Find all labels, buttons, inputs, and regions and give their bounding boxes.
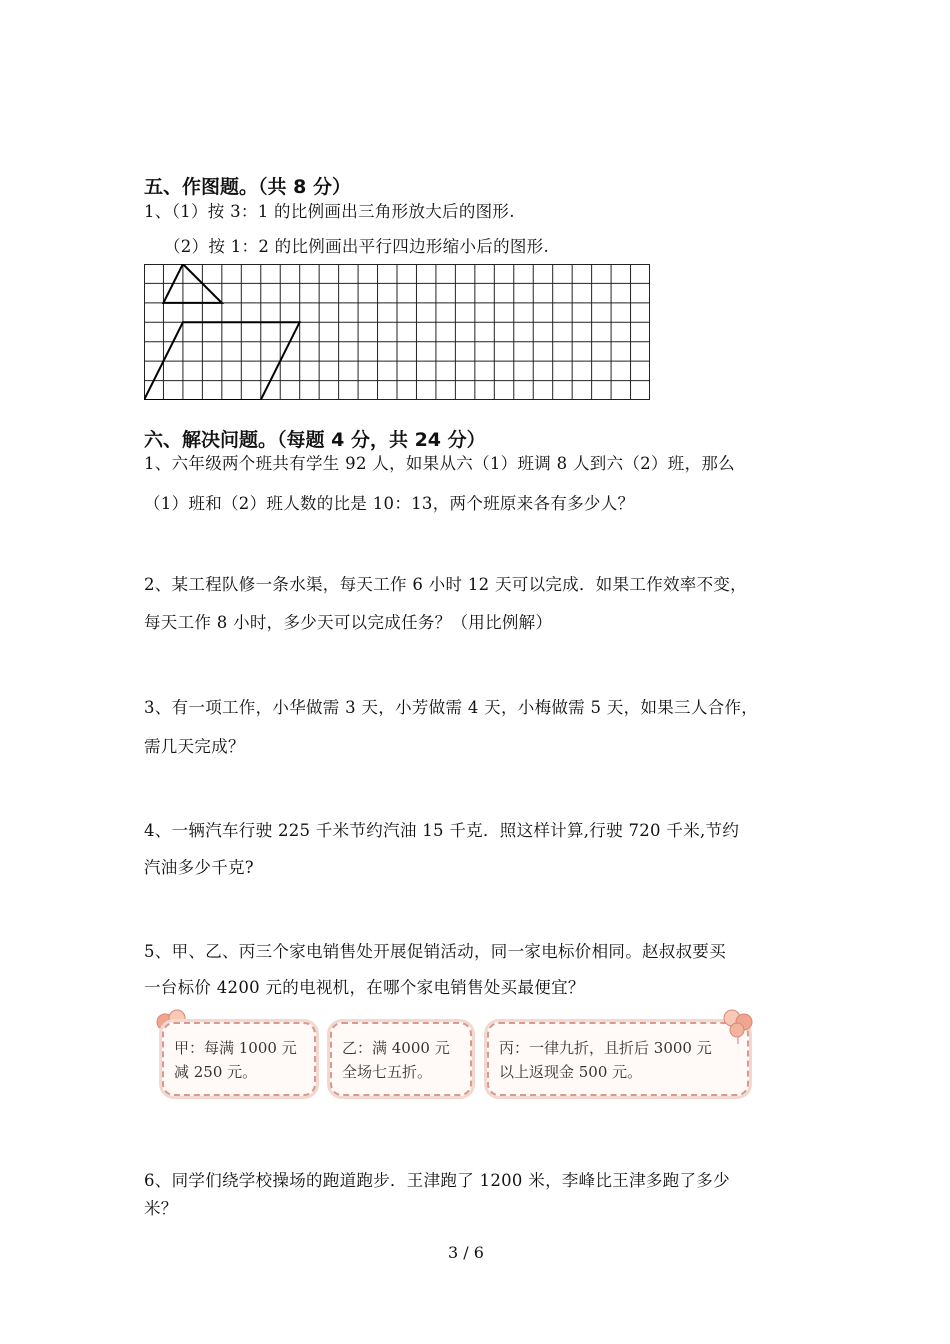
section6-title: 六、解决问题。（每题 4 分，共 24 分）	[144, 429, 486, 451]
grid-svg	[144, 264, 650, 400]
q1-line2: （1）班和（2）班人数的比是 10：13，两个班原来各有多少人？	[144, 494, 635, 513]
promo-yi-line1: 乙：满 4000 元	[342, 1039, 450, 1057]
promo-box-bing	[487, 1022, 749, 1096]
promo-bing-line1: 丙：一律九折，且折后 3000 元	[499, 1039, 712, 1057]
q6-line1: 6、同学们绕学校操场的跑道跑步．王津跑了 1200 米，李峰比王津多跑了多少	[144, 1171, 730, 1190]
q3-line2: 需几天完成？	[144, 737, 245, 756]
q5-line2: 一台标价 4200 元的电视机，在哪个家电销售处买最便宜？	[144, 978, 585, 997]
q2-line1: 2、某工程队修一条水渠，每天工作 6 小时 12 天可以完成．如果工作效率不变，	[144, 575, 747, 594]
promo-jia-line2: 减 250 元。	[174, 1063, 258, 1081]
promo-box-yi	[330, 1022, 472, 1096]
q6-line2: 米？	[144, 1199, 178, 1218]
drawing-grid	[144, 264, 650, 400]
promo-jia-line1: 甲：每满 1000 元	[174, 1039, 297, 1057]
promo-box-jia	[162, 1022, 316, 1096]
balloon-right-icon	[720, 1008, 756, 1044]
promo-yi-line2: 全场七五折。	[342, 1063, 433, 1081]
section5-title: 五、作图题。（共 8 分）	[144, 176, 351, 198]
q3-line1: 3、有一项工作，小华做需 3 天，小芳做需 4 天，小梅做需 5 天，如果三人合作，	[144, 698, 759, 717]
page-number: 3 / 6	[448, 1243, 484, 1262]
q4-line1: 4、一辆汽车行驶 225 千米节约汽油 15 千克．照这样计算,行驶 720 千米,节约	[144, 821, 740, 840]
q5-line1: 5、甲、乙、丙三个家电销售处开展促销活动，同一家电标价相同。赵叔叔要买	[144, 942, 726, 961]
section5-q1-line1: 1、（1）按 3：1 的比例画出三角形放大后的图形.	[144, 202, 515, 221]
promo-bing-line2: 以上返现金 500 元。	[499, 1063, 643, 1081]
q4-line2: 汽油多少千克?	[144, 858, 254, 877]
section5-q1-line2: （2）按 1：2 的比例画出平行四边形缩小后的图形.	[164, 237, 550, 256]
q1-line1: 1、六年级两个班共有学生 92 人，如果从六（1）班调 8 人到六（2）班，那么	[144, 454, 735, 473]
q2-line2: 每天工作 8 小时，多少天可以完成任务？（用比例解）	[144, 613, 553, 632]
